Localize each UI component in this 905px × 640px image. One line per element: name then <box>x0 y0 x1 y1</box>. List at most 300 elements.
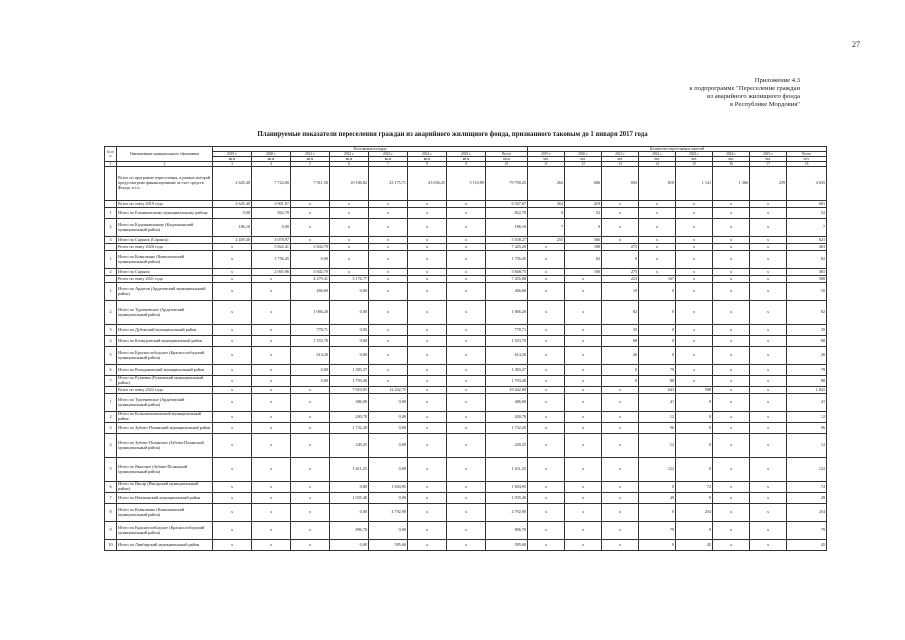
cell-area-value: x <box>213 412 252 423</box>
cell-people-value: x <box>750 276 787 283</box>
header-people-unit: чел. <box>639 157 676 162</box>
header-area-unit: кв.м <box>486 157 528 162</box>
cell-area-value: x <box>447 540 486 551</box>
row-number: 5 <box>105 347 117 365</box>
cell-people-value: 26 <box>787 347 827 365</box>
header-column-number: 3 <box>213 162 252 167</box>
cell-area-value: x <box>408 208 447 219</box>
cell-area-value: x <box>369 244 408 251</box>
cell-people-value: x <box>750 251 787 269</box>
cell-people-value: x <box>639 244 676 251</box>
cell-area-value: 1 553,70 <box>486 336 528 347</box>
cell-people-value: x <box>602 219 639 237</box>
cell-people-value: x <box>713 423 750 434</box>
cell-area-value: 2 645,40 <box>213 167 252 201</box>
row-municipality-name: Итого по Лямбирский муниципальный район <box>117 540 213 551</box>
cell-area-value: 896,70 <box>330 522 369 540</box>
cell-area-value: x <box>330 251 369 269</box>
cell-people-value: x <box>565 458 602 482</box>
table-total-row <box>105 276 827 283</box>
table-row <box>105 347 827 365</box>
header-column-number: 9 <box>447 162 486 167</box>
cell-area-value: 1 035,40 <box>486 493 528 504</box>
table-row <box>105 325 827 336</box>
table-row <box>105 219 827 237</box>
header-area-year: 2024 г. <box>408 152 447 157</box>
cell-area-value: x <box>408 540 447 551</box>
cell-area-value: x <box>291 540 330 551</box>
cell-people-value: 0 <box>639 283 676 301</box>
header-column-number: 12 <box>565 162 602 167</box>
cell-people-value: x <box>713 201 750 208</box>
cell-area-value: 19 442,80 <box>486 387 528 394</box>
cell-area-value: 10 186,82 <box>330 167 369 201</box>
cell-area-value: x <box>291 458 330 482</box>
cell-people-value: 223 <box>602 276 639 283</box>
header-people-year: 2023 г. <box>676 152 713 157</box>
header-area-unit: кв.м <box>408 157 447 162</box>
cell-area-value: x <box>369 269 408 276</box>
row-municipality-name: Всего по программе переселения, в рамках которой предусмотрено финансирование за счет средств Фонда, в т.ч.: <box>117 167 213 201</box>
cell-area-value: x <box>369 208 408 219</box>
row-number <box>105 244 117 251</box>
cell-people-value: x <box>676 283 713 301</box>
cell-people-value: x <box>528 522 565 540</box>
cell-people-value: x <box>639 208 676 219</box>
cell-area-value: 1 694,95 <box>369 482 408 493</box>
cell-area-value: x <box>330 201 369 208</box>
cell-area-value: 2 459,30 <box>213 237 252 244</box>
cell-people-value: x <box>750 423 787 434</box>
table-total-row <box>105 201 827 208</box>
header-area-year: 2023 г. <box>369 152 408 157</box>
header-name: Наименование муниципального образования <box>117 147 213 162</box>
cell-people-value: x <box>713 493 750 504</box>
cell-area-value: 0,00 <box>291 365 330 376</box>
cell-people-value: x <box>602 522 639 540</box>
cell-area-value: x <box>252 376 291 387</box>
cell-people-value: x <box>528 365 565 376</box>
cell-area-value: x <box>447 482 486 493</box>
cell-people-value: 41 <box>787 394 827 412</box>
cell-area-value: 6 547,07 <box>486 201 528 208</box>
cell-area-value: 1 553,70 <box>291 336 330 347</box>
cell-people-value: 463 <box>787 244 827 251</box>
cell-area-value: x <box>408 387 447 394</box>
cell-area-value: 1 035,40 <box>330 493 369 504</box>
row-number: 1 <box>105 251 117 269</box>
cell-area-value: x <box>330 237 369 244</box>
row-municipality-name: Итого по Кадошкинскому (Кадошкинский муниципальный район) <box>117 219 213 237</box>
cell-area-value: x <box>369 347 408 365</box>
cell-people-value: 35 <box>602 325 639 336</box>
cell-area-value: 5 668,75 <box>486 269 528 276</box>
row-number: 3 <box>105 423 117 434</box>
cell-people-value: 167 <box>639 276 676 283</box>
cell-area-value: 0,00 <box>330 336 369 347</box>
cell-people-value: x <box>676 201 713 208</box>
cell-people-value: 79 <box>787 365 827 376</box>
cell-area-value: 12 432,75 <box>369 387 408 394</box>
cell-area-value: x <box>408 219 447 237</box>
cell-people-value: x <box>528 423 565 434</box>
cell-people-value: 82 <box>787 251 827 269</box>
cell-area-value: x <box>447 244 486 251</box>
cell-people-value: x <box>602 482 639 493</box>
cell-people-value: x <box>750 493 787 504</box>
cell-area-value: x <box>447 325 486 336</box>
cell-area-value: x <box>369 376 408 387</box>
header-people-unit: чел. <box>787 157 827 162</box>
table-row <box>105 412 827 423</box>
cell-area-value: 778,71 <box>291 325 330 336</box>
cell-area-value: 0,00 <box>330 540 369 551</box>
cell-people-value: x <box>713 336 750 347</box>
cell-people-value: 1 141 <box>676 167 713 201</box>
cell-people-value: x <box>565 423 602 434</box>
cell-people-value: x <box>750 347 787 365</box>
cell-people-value: 262 <box>528 201 565 208</box>
cell-people-value: x <box>713 365 750 376</box>
cell-area-value: 200,70 <box>486 412 528 423</box>
cell-people-value: x <box>565 522 602 540</box>
cell-area-value: x <box>213 365 252 376</box>
cell-people-value: 419 <box>565 201 602 208</box>
cell-people-value: x <box>565 325 602 336</box>
cell-area-value: 1 383,37 <box>330 365 369 376</box>
cell-area-value: 3 078,97 <box>252 237 291 244</box>
cell-people-value: 0 <box>639 347 676 365</box>
cell-people-value: 254 <box>787 504 827 522</box>
cell-area-value: 0,00 <box>330 301 369 325</box>
header-area-unit: кв.м <box>330 157 369 162</box>
cell-people-value: x <box>750 201 787 208</box>
header-column-number: 1 <box>105 162 117 167</box>
resettlement-table-wrapper <box>104 146 826 551</box>
row-municipality-name: Итого по Саранск (Саранск) <box>117 237 213 244</box>
row-municipality-name: Итого по Ромодановский муниципальный район <box>117 365 213 376</box>
cell-area-value: 1 611,25 <box>330 458 369 482</box>
cell-people-value: x <box>750 434 787 458</box>
row-number: 3 <box>105 237 117 244</box>
cell-people-value: 122 <box>787 458 827 482</box>
cell-area-value: x <box>213 394 252 412</box>
cell-area-value: x <box>408 325 447 336</box>
cell-people-value: 0 <box>676 423 713 434</box>
cell-area-value: x <box>408 283 447 301</box>
cell-people-value: x <box>750 412 787 423</box>
document-title: Планируемые показатели переселения граждан из аварийного жилищного фонда, признанного таковым до 1 января 2017 года <box>257 131 648 138</box>
cell-area-value: x <box>213 458 252 482</box>
cell-area-value: x <box>447 201 486 208</box>
cell-area-value: x <box>213 493 252 504</box>
header-column-number: 5 <box>291 162 330 167</box>
table-row <box>105 208 827 219</box>
cell-people-value: x <box>750 269 787 276</box>
cell-people-value: x <box>676 269 713 276</box>
cell-area-value: x <box>213 540 252 551</box>
cell-people-value: 598 <box>676 387 713 394</box>
table-total-row <box>105 244 827 251</box>
cell-people-value: 0 <box>676 458 713 482</box>
header-column-number: 11 <box>528 162 565 167</box>
cell-people-value: x <box>528 482 565 493</box>
table-row <box>105 251 827 269</box>
row-municipality-name: Итого по Кочкуровский муниципальный район <box>117 336 213 347</box>
cell-area-value: 3 602,79 <box>291 269 330 276</box>
table-row <box>105 237 827 244</box>
cell-people-value: 10 <box>787 283 827 301</box>
cell-area-value: x <box>252 325 291 336</box>
cell-area-value: x <box>252 540 291 551</box>
cell-people-value: x <box>676 237 713 244</box>
cell-area-value: x <box>447 251 486 269</box>
cell-people-value: 692 <box>602 167 639 201</box>
header-column-number: 8 <box>408 162 447 167</box>
cell-area-value: x <box>408 301 447 325</box>
cell-area-value: x <box>291 387 330 394</box>
cell-area-value: x <box>213 423 252 434</box>
cell-area-value: 0,00 <box>369 394 408 412</box>
cell-people-value: x <box>565 301 602 325</box>
cell-people-value: 0 <box>639 482 676 493</box>
cell-area-value: 186,10 <box>213 219 252 237</box>
cell-area-value: 0,00 <box>330 482 369 493</box>
row-municipality-name: Итого по Ичалковский муниципальный район <box>117 493 213 504</box>
cell-people-value: 72 <box>676 482 713 493</box>
cell-area-value: 486,00 <box>486 394 528 412</box>
cell-people-value: x <box>676 376 713 387</box>
cell-people-value: 381 <box>787 269 827 276</box>
cell-area-value: x <box>213 522 252 540</box>
header-area-year: 2022 г. <box>330 152 369 157</box>
cell-area-value: 1 732,20 <box>330 423 369 434</box>
cell-area-value: 614,20 <box>291 347 330 365</box>
cell-people-value: 188 <box>565 244 602 251</box>
page-number: 27 <box>852 40 860 49</box>
cell-area-value: 1 066,20 <box>486 301 528 325</box>
header-area-year: 2020 г. <box>252 152 291 157</box>
cell-people-value: x <box>565 365 602 376</box>
cell-people-value: x <box>528 325 565 336</box>
cell-people-value: 12 <box>787 434 827 458</box>
row-municipality-name: Всего по этапу 2019 года <box>117 201 213 208</box>
header-column-number: 18 <box>787 162 827 167</box>
row-municipality-name: Итого по Краснослободское (Краснослободский муниципальный район) <box>117 347 213 365</box>
cell-people-value: x <box>750 458 787 482</box>
row-municipality-name: Всего по этапу 2022 года <box>117 387 213 394</box>
cell-people-value: x <box>713 244 750 251</box>
cell-people-value: 366 <box>565 237 602 244</box>
row-municipality-name: Итого по Зубово-Полянское (Зубово-Полянский муниципальный район) <box>117 434 213 458</box>
cell-area-value: x <box>213 251 252 269</box>
cell-area-value: x <box>408 482 447 493</box>
cell-people-value: x <box>713 269 750 276</box>
cell-people-value: 686 <box>565 167 602 201</box>
cell-people-value: 12 <box>787 412 827 423</box>
cell-people-value: x <box>750 540 787 551</box>
cell-area-value: x <box>213 325 252 336</box>
cell-area-value: 7 010,05 <box>330 387 369 394</box>
cell-people-value: x <box>639 251 676 269</box>
cell-people-value: x <box>713 387 750 394</box>
cell-people-value: 79 <box>639 365 676 376</box>
cell-people-value: x <box>565 336 602 347</box>
cell-people-value: x <box>528 283 565 301</box>
cell-people-value: x <box>602 423 639 434</box>
cell-area-value: x <box>252 301 291 325</box>
cell-people-value: x <box>565 412 602 423</box>
header-column-number: 17 <box>750 162 787 167</box>
cell-area-value: x <box>330 208 369 219</box>
cell-people-value: 12 <box>639 434 676 458</box>
cell-people-value: 681 <box>787 201 827 208</box>
cell-people-value: x <box>713 347 750 365</box>
cell-people-value: 810 <box>639 167 676 201</box>
table-row <box>105 283 827 301</box>
cell-people-value: x <box>639 219 676 237</box>
cell-area-value: x <box>447 237 486 244</box>
cell-area-value: 3 901,67 <box>252 201 291 208</box>
cell-people-value: x <box>528 269 565 276</box>
cell-people-value: 0 <box>676 394 713 412</box>
cell-area-value: x <box>408 336 447 347</box>
cell-people-value: x <box>528 276 565 283</box>
table-row <box>105 394 827 412</box>
cell-people-value: 254 <box>676 504 713 522</box>
cell-area-value: x <box>252 504 291 522</box>
table-row <box>105 493 827 504</box>
cell-people-value: x <box>565 347 602 365</box>
cell-area-value: x <box>213 283 252 301</box>
cell-people-value: x <box>639 237 676 244</box>
cell-area-value: 1 756,45 <box>486 251 528 269</box>
cell-area-value: x <box>408 376 447 387</box>
cell-area-value: 23 036,25 <box>408 167 447 201</box>
cell-people-value: 0 <box>602 251 639 269</box>
cell-people-value: x <box>713 412 750 423</box>
cell-people-value: x <box>713 458 750 482</box>
cell-people-value: x <box>602 434 639 458</box>
row-number: 2 <box>105 219 117 237</box>
row-municipality-name: Итого по Саранск <box>117 269 213 276</box>
row-number: 5 <box>105 458 117 482</box>
cell-area-value: x <box>408 244 447 251</box>
cell-people-value: x <box>565 504 602 522</box>
cell-area-value: x <box>213 434 252 458</box>
cell-area-value: x <box>447 458 486 482</box>
cell-area-value: x <box>252 276 291 283</box>
cell-area-value: 266,60 <box>291 283 330 301</box>
header-people-unit: чел. <box>528 157 565 162</box>
cell-people-value: x <box>528 412 565 423</box>
cell-people-value: x <box>528 347 565 365</box>
cell-people-value: x <box>602 201 639 208</box>
cell-area-value: x <box>330 244 369 251</box>
cell-area-value: x <box>252 482 291 493</box>
cell-people-value: x <box>713 376 750 387</box>
cell-area-value: x <box>369 365 408 376</box>
row-number: 2 <box>105 412 117 423</box>
header-area-unit: кв.м <box>213 157 252 162</box>
cell-area-value: x <box>213 387 252 394</box>
cell-area-value: 1 611,25 <box>486 458 528 482</box>
cell-area-value: 0,00 <box>330 325 369 336</box>
cell-area-value: 822,70 <box>486 208 528 219</box>
cell-people-value: x <box>602 493 639 504</box>
header-people-year: 2025 г. <box>750 152 787 157</box>
cell-people-value: 82 <box>602 301 639 325</box>
cell-area-value: x <box>252 283 291 301</box>
cell-people-value: 35 <box>787 325 827 336</box>
cell-people-value: x <box>602 387 639 394</box>
cell-area-value: 0,00 <box>369 434 408 458</box>
row-municipality-name: Итого по Ковылкино (Ковылкинский муниципальный район) <box>117 251 213 269</box>
row-number: 4 <box>105 434 117 458</box>
cell-people-value: 68 <box>787 336 827 347</box>
header-area-unit: кв.м <box>291 157 330 162</box>
cell-people-value: x <box>676 219 713 237</box>
cell-area-value: 23 175,71 <box>369 167 408 201</box>
cell-area-value: x <box>408 504 447 522</box>
row-number: 10 <box>105 540 117 551</box>
cell-people-value: x <box>676 301 713 325</box>
cell-people-value: x <box>676 347 713 365</box>
header-area-unit: кв.м <box>369 157 408 162</box>
cell-people-value: 49 <box>639 493 676 504</box>
cell-people-value: x <box>528 376 565 387</box>
cell-area-value: x <box>252 336 291 347</box>
cell-area-value: 7 425,20 <box>486 244 528 251</box>
cell-people-value: x <box>602 208 639 219</box>
cell-area-value: 3 602,79 <box>291 244 330 251</box>
cell-area-value: x <box>213 482 252 493</box>
row-number: 2 <box>105 269 117 276</box>
cell-people-value: x <box>565 276 602 283</box>
cell-area-value: 249,25 <box>330 434 369 458</box>
cell-area-value: x <box>447 423 486 434</box>
cell-people-value: 7 <box>787 219 827 237</box>
cell-people-value: 45 <box>787 540 827 551</box>
header-area-year: 2019 г. <box>213 152 252 157</box>
appendix-note <box>500 77 800 109</box>
cell-people-value: x <box>676 276 713 283</box>
cell-people-value: 239 <box>750 167 787 201</box>
cell-people-value: 0 <box>676 522 713 540</box>
cell-people-value: x <box>528 336 565 347</box>
header-people-unit: чел. <box>713 157 750 162</box>
row-number: 1 <box>105 208 117 219</box>
cell-area-value: 1 694,95 <box>486 482 528 493</box>
cell-area-value: 2 645,40 <box>213 201 252 208</box>
cell-area-value: 7 911,30 <box>291 167 330 201</box>
cell-people-value: 0 <box>639 325 676 336</box>
cell-area-value: x <box>252 458 291 482</box>
cell-area-value: 249,25 <box>486 434 528 458</box>
cell-area-value: x <box>291 394 330 412</box>
cell-people-value: x <box>528 301 565 325</box>
cell-people-value: x <box>602 458 639 482</box>
cell-area-value: x <box>447 504 486 522</box>
cell-people-value: x <box>750 336 787 347</box>
cell-area-value: 266,60 <box>486 283 528 301</box>
cell-area-value: x <box>408 493 447 504</box>
header-people-year: 2022 г. <box>639 152 676 157</box>
header-no: № п/п <box>105 147 117 162</box>
row-number: 7 <box>105 376 117 387</box>
cell-area-value: x <box>408 347 447 365</box>
cell-area-value: x <box>213 244 252 251</box>
